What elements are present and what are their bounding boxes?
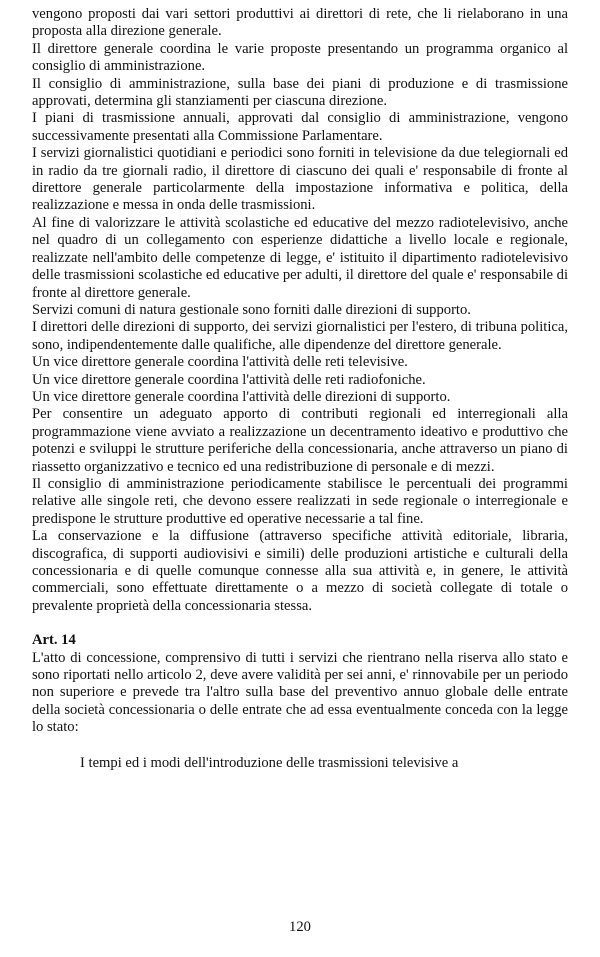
article-indented-paragraph: I tempi ed i modi dell'introduzione delle trasmissioni televisive a — [80, 754, 459, 771]
paragraph: Il consiglio di amministrazione, sulla base dei piani di produzione e di trasmissione approvati, determina gli stanziamenti per ciascuna direzione. — [32, 75, 568, 110]
article-heading: Art. 14 — [32, 632, 76, 649]
paragraph: vengono proposti dai vari settori produttivi ai direttori di rete, che li rielaborano in una proposta alla direzione generale. — [32, 6, 568, 40]
article-body: L'atto di concessione, comprensivo di tutti i servizi che rientrano nella riserva allo stato e sono riportati nello articolo 2, deve avere validità per sei anni, e' rinnovabile per un periodo non superiore e prevede tra l'altro sulla base del preventivo annuo globale delle entrate della società concessionaria o delle entrate che ad essa eventualmente conceda con la legge lo stato: — [32, 649, 568, 736]
paragraph: Un vice direttore generale coordina l'attività delle direzioni di supporto. — [32, 388, 451, 405]
paragraph: Il consiglio di amministrazione periodicamente stabilisce le percentuali dei programmi relative alle singole reti, che devono essere realizzati in sede regionale o interregionale e predispone le strutture produttive ed operative necessarie a tal fine. — [32, 475, 568, 527]
paragraph: Servizi comuni di natura gestionale sono forniti dalle direzioni di supporto. — [32, 301, 471, 318]
document-page — [32, 6, 568, 772]
paragraph: I servizi giornalistici quotidiani e periodici sono forniti in televisione da due telegiornali ed in radio da tre giornali radio, il direttore di ciascuno dei quali e' responsabile di fronte al direttore generale particolarmente della impostazione informativa e politica, della realizzazione e messa in onda delle trasmissioni. — [32, 145, 568, 214]
paragraph: Il direttore generale coordina le varie proposte presentando un programma organico al consiglio di amministrazione. — [32, 40, 568, 75]
paragraph: La conservazione e la diffusione (attraverso specifiche attività editoriale, libraria, discografica, di supporti audiovisivi e simili) delle produzioni artistiche e culturali della concessionaria e di quelle comunque connesse alla sua attività e, in genere, le attività commerciali, sono effettuate direttamente o a mezzo di società collegate di totale o prevalente proprietà della concessionaria stessa. — [32, 528, 568, 614]
page-number: 120 — [289, 919, 311, 935]
paragraph: Al fine di valorizzare le attività scolastiche ed educative del mezzo radiotelevisivo, anche nel quadro di un collegamento con esperienze didattiche a livello locale e regionale, realizzate nell'ambito delle competenze di legge, e' istituito il dipartimento radiotelevisivo delle trasmissioni scolastiche ed educative per adulti, il direttore del quale e' responsabile di fronte al direttore generale. — [32, 214, 568, 301]
paragraph: I piani di trasmissione annuali, approvati dal consiglio di amministrazione, vengono successivamente presentati alla Commissione Parlamentare. — [32, 110, 568, 144]
paragraph: Un vice direttore generale coordina l'attività delle reti radiofoniche. — [32, 371, 426, 388]
paragraph: Un vice direttore generale coordina l'attività delle reti televisive. — [32, 354, 408, 371]
paragraph: I direttori delle direzioni di supporto, dei servizi giornalistici per l'estero, di tribuna politica, sono, indipendentemente dalle qualifiche, alle dipendenze del direttore generale. — [32, 319, 568, 353]
paragraph: Per consentire un adeguato apporto di contributi regionali ed interregionali alla programmazione viene avviato a realizzazione un decentramento ideativo e produttivo che potenzi e sviluppi le strutture periferiche della concessionaria, anche attraverso un piano di riassetto organizzativo e tecnico ed una redistribuzione di personale e di mezzi. — [32, 406, 568, 475]
